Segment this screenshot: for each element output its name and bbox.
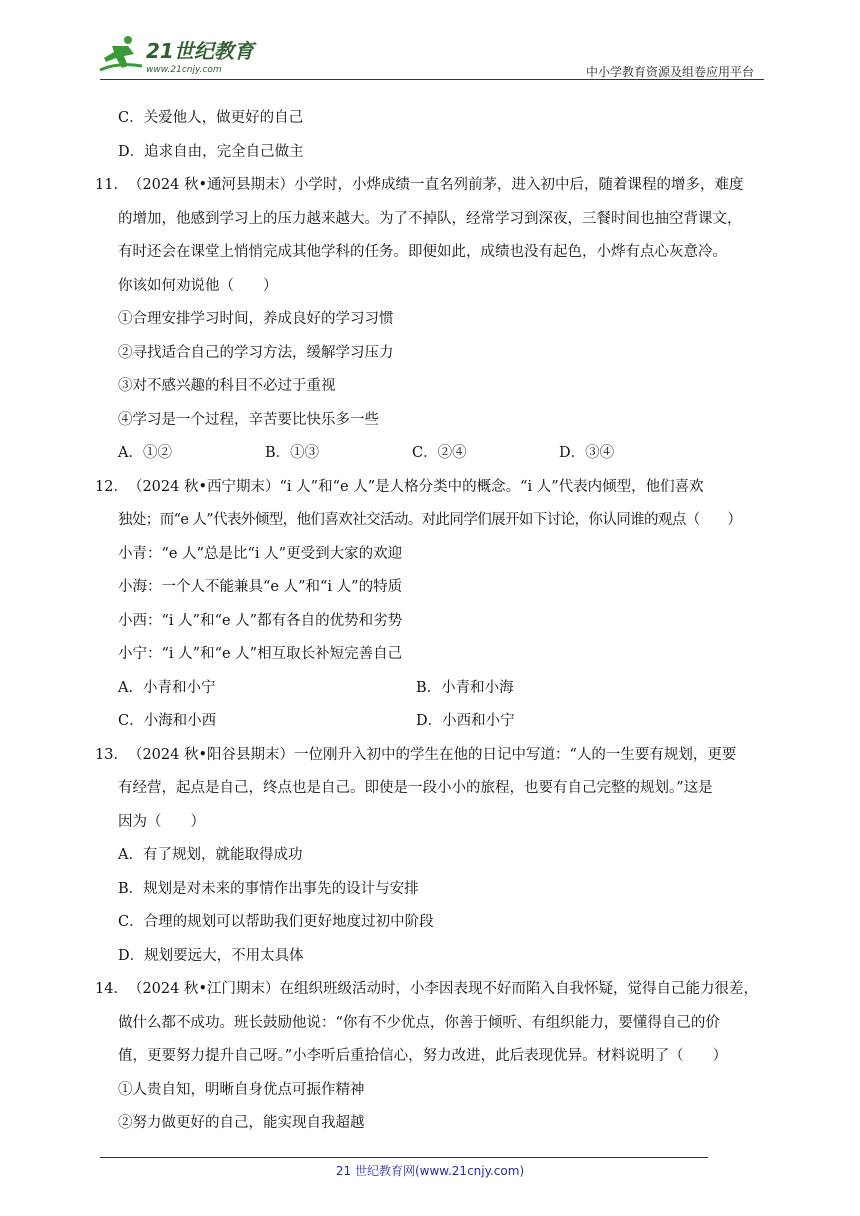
q11-item: ②寻找适合自己的学习方法，缓解学习压力 <box>118 344 394 361</box>
q11-item: ①合理安排学习时间，养成良好的学习习惯 <box>118 311 394 327</box>
q11-option-c[interactable]: C．②④ <box>412 445 467 461</box>
q14-item: ①人贵自知，明晰自身优点可振作精神 <box>118 1081 365 1098</box>
q12-item: 小西：“i 人”和“e 人”都有各自的优势和劣势 <box>118 612 403 629</box>
q12-stem-text: （2024 秋•西宁期末）“i 人”和“e 人”是人格分类中的概念。“i 人”代表内倾型，他们喜欢 <box>127 478 704 495</box>
footer-divider <box>100 1157 708 1158</box>
q13-stem-line: 因为（ ） <box>118 813 205 830</box>
question-content <box>95 102 768 1141</box>
q11-stem-line: 你该如何劝说他（ ） <box>118 277 278 294</box>
q11-stem-line: 有时还会在课堂上悄悄完成其他学科的任务。即便如此，成绩也没有起色，小烨有点心灰意冷。 <box>118 244 727 260</box>
q11-item: ④学习是一个过程，辛苦要比快乐多一些 <box>118 411 379 428</box>
header-divider <box>100 79 764 80</box>
q12-option-b[interactable]: B．小青和小海 <box>416 679 514 696</box>
q13-stem-text: （2024 秋•阳谷县期末）一位刚升入初中的学生在他的日记中写道：“人的一生要有规划，更要 <box>127 746 737 763</box>
q11-stem-line <box>95 169 768 203</box>
q10-option-c: C．关爱他人，做更好的自己 <box>118 110 304 126</box>
q14-item: ②努力做更好的自己，能实现自我超越 <box>118 1115 365 1131</box>
q11-number: 11． <box>95 177 128 193</box>
q11-option-b[interactable]: B．①③ <box>265 445 320 461</box>
logo <box>98 32 258 76</box>
q14-stem-line: 值，更要努力提升自己呀。”小李听后重拾信心，努力改进，此后表现优异。材料说明了（ ） <box>118 1048 728 1064</box>
q13-stem-line <box>95 739 768 773</box>
q13-option-d[interactable]: D．规划要远大，不用太具体 <box>118 947 304 964</box>
header-platform-text: 中小学教育资源及组卷应用平台 <box>585 65 754 79</box>
q12-item: 小宁：“i 人”和“e 人”相互取长补短完善自己 <box>118 646 403 662</box>
q13-option-b[interactable]: B．规划是对未来的事情作出事先的设计与安排 <box>118 880 419 897</box>
q13-stem-line: 有经营，起点是自己，终点也是自己。即使是一段小小的旅程，也要有自己完整的规划。”这是 <box>118 780 713 796</box>
q12-stem-line <box>95 471 768 505</box>
q11-item: ③对不感兴趣的科目不必过于重视 <box>118 378 336 394</box>
q12-option-d[interactable]: D．小西和小宁 <box>416 713 515 729</box>
q12-option-a[interactable]: A．小青和小宁 <box>118 679 216 696</box>
q12-item: 小海：一个人不能兼具“e 人”和“i 人”的特质 <box>118 579 403 595</box>
q11-option-d[interactable]: D．③④ <box>559 445 615 461</box>
q11-option-a[interactable]: A．①② <box>118 445 172 461</box>
page-header <box>98 30 762 80</box>
q12-number: 12． <box>95 478 128 495</box>
q11-options <box>118 437 768 471</box>
logo-title: 21世纪教育 <box>146 39 254 63</box>
footer-link[interactable]: 21 世纪教育网(www.21cnjy.com) <box>335 1164 525 1178</box>
q10-option-d: D．追求自由，完全自己做主 <box>118 143 304 160</box>
q14-number: 14． <box>95 981 128 997</box>
q12-options-row <box>118 672 768 706</box>
q13-number: 13． <box>95 746 128 763</box>
q12-option-c[interactable]: C．小海和小西 <box>118 713 217 729</box>
q11-stem-line: 的增加，他感到学习上的压力越来越大。为了不掉队，经常学习到深夜，三餐时间也抽空背课文， <box>118 210 742 227</box>
q12-item: 小青：“e 人”总是比“i 人”更受到大家的欢迎 <box>118 545 403 562</box>
running-figure-icon <box>100 36 142 70</box>
q14-stem-text: （2024 秋•江门期末）在组织班级活动时，小李因表现不好而陷入自我怀疑，觉得自己能力很差， <box>127 981 759 997</box>
q13-option-c[interactable]: C．合理的规划可以帮助我们更好地度过初中阶段 <box>118 914 434 930</box>
q12-stem-line: 独处；而“e 人”代表外倾型，他们喜欢社交活动。对此同学们展开如下讨论，你认同谁的观点（ ） <box>118 512 742 528</box>
q14-stem-line <box>95 973 768 1007</box>
q11-stem-text: （2024 秋•通河县期末）小学时，小烨成绩一直名列前茅，进入初中后，随着课程的增多，难度 <box>127 177 744 193</box>
q14-stem-line: 做什么都不成功。班长鼓励他说：“你有不少优点，你善于倾听、有组织能力，要懂得自己的价 <box>118 1014 720 1031</box>
logo-url: www.21cnjy.com <box>146 65 222 75</box>
q13-option-a[interactable]: A．有了规划，就能取得成功 <box>118 847 303 863</box>
q12-options-row <box>118 705 768 739</box>
